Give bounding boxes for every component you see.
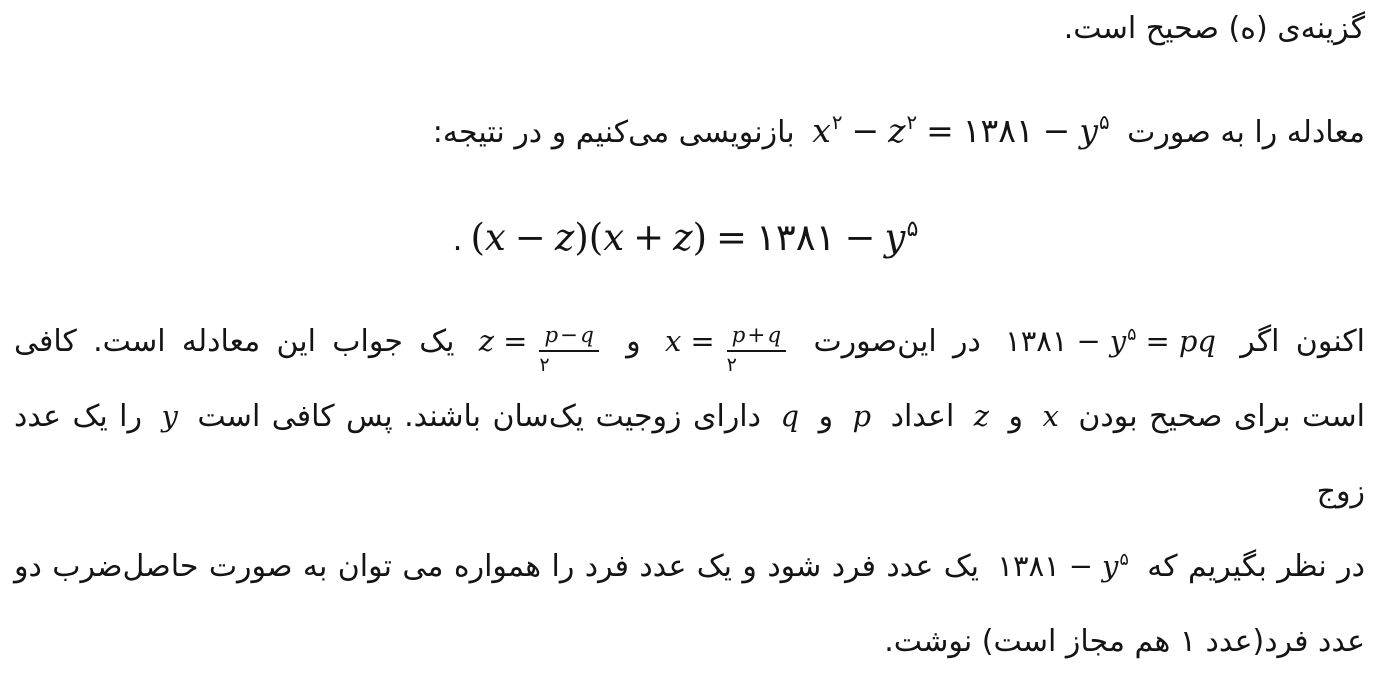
var-x: x (484, 216, 506, 259)
minus-sign: − (1068, 549, 1094, 583)
var-pq: pq (1178, 324, 1216, 358)
equals-sign: = (503, 324, 528, 358)
open-paren: ( (470, 216, 485, 259)
var-z: z (888, 111, 906, 150)
close-paren: ) (574, 216, 589, 259)
paragraph-line-2 (14, 379, 1365, 529)
var-p: p (544, 322, 559, 348)
paragraph-line-1 (14, 304, 1365, 379)
minus-sign: − (844, 216, 876, 259)
var-p: p (731, 322, 746, 348)
correct-option-line (14, 6, 1365, 52)
inline-equation-x-frac (665, 304, 789, 379)
inline-equation-x2-z2 (812, 98, 1109, 164)
rewrite-trail-text: بازنویسی می‌کنیم و در نتیجه: (432, 115, 795, 150)
equals-sign: = (926, 111, 954, 150)
text-odd-factors-closing: عدد فرد(عدد ۱ هم مجاز است) نوشت. (884, 624, 1365, 659)
paragraph-line-4 (14, 604, 1365, 679)
fraction-numerator (727, 322, 786, 353)
rewrite-sentence-line (14, 98, 1365, 166)
fraction-denominator-2: ۲ (539, 353, 550, 377)
var-q: q (580, 322, 594, 348)
inline-var-x (1043, 379, 1059, 454)
display-equation-line (14, 202, 1365, 276)
explanation-paragraph (14, 304, 1365, 679)
var-q: q (767, 322, 782, 348)
var-x: x (1042, 399, 1059, 433)
equals-sign: = (1145, 324, 1170, 358)
equals-sign: = (690, 324, 715, 358)
var-y: y (1079, 111, 1098, 150)
var-y: y (1109, 324, 1127, 358)
text-odd-number-product: یک عدد فرد شود و یک عدد فرد را همواره می توان به صورت حاصل‌ضرب دو (14, 549, 979, 584)
number-1381: ۱۳۸۱ (997, 549, 1060, 583)
correct-option-text: گزینه‌ی (ه) صحیح است. (1063, 11, 1365, 46)
exponent-2: ۲ (906, 111, 918, 135)
text-numbers: اعداد (890, 399, 955, 434)
text-now-if: اکنون اگر (1240, 324, 1365, 359)
exponent-2: ۲ (831, 111, 843, 135)
sentence-period: . (452, 222, 463, 258)
var-y: y (161, 399, 178, 433)
text-and: و (1008, 399, 1024, 434)
fraction-numerator (539, 322, 598, 353)
var-z: z (478, 324, 495, 358)
minus-sign: − (1042, 111, 1071, 150)
inline-expression-1381-y5 (997, 529, 1128, 604)
var-x: x (603, 216, 625, 259)
number-1381: ۱۳۸۱ (756, 216, 836, 259)
inline-var-q (781, 379, 800, 454)
var-z: z (673, 216, 693, 259)
fraction-p-plus-q-over-2 (726, 322, 786, 377)
text-and: و (626, 324, 641, 359)
var-z: z (973, 399, 990, 433)
var-q: q (780, 399, 800, 433)
inline-var-y (161, 379, 177, 454)
text-take-even-number: را یک عدد زوج (14, 399, 1365, 509)
text-in-that-case: در این‌صورت (813, 324, 981, 359)
rewrite-lead-text: معادله را به صورت (1127, 115, 1365, 150)
plus-sign: + (747, 322, 766, 348)
open-paren: ( (588, 216, 604, 259)
exponent-5: ۵ (1098, 111, 1110, 135)
text-same-parity: دارای زوجیت یک‌سان باشند. پس کافی است (197, 399, 762, 434)
inline-equation-z-frac (479, 304, 602, 379)
paragraph-line-3 (14, 529, 1365, 604)
exponent-5: ۵ (1127, 324, 1137, 345)
number-1381: ۱۳۸۱ (1005, 324, 1068, 358)
minus-sign: − (851, 111, 880, 150)
exponent-5: ۵ (1119, 549, 1129, 570)
fraction-denominator-2: ۲ (726, 353, 737, 377)
minus-sign: − (1076, 324, 1101, 358)
exponent-5: ۵ (906, 215, 919, 242)
display-equation (470, 202, 918, 274)
text-and: و (818, 399, 834, 434)
text-consider-that: در نظر بگیریم که (1147, 549, 1365, 584)
fraction-p-minus-q-over-2 (539, 322, 598, 377)
var-z: z (554, 216, 575, 259)
equals-sign: = (716, 216, 748, 259)
inline-var-p (853, 379, 872, 454)
inline-equation-pq (1005, 304, 1216, 379)
var-y: y (1102, 549, 1119, 583)
text-sufficient-for-integrality: است برای صحیح بودن (1078, 399, 1365, 434)
var-y: y (884, 216, 906, 259)
var-x: x (812, 111, 831, 150)
close-paren: ) (692, 216, 708, 259)
text-is-a-solution: یک جواب این معادله است. کافی (14, 324, 455, 359)
var-p: p (852, 399, 872, 433)
minus-sign: − (514, 216, 546, 259)
plus-sign: + (633, 216, 665, 259)
var-x: x (664, 324, 682, 358)
inline-var-z (974, 379, 989, 454)
minus-sign: − (560, 322, 579, 348)
number-1381: ۱۳۸۱ (962, 111, 1034, 150)
